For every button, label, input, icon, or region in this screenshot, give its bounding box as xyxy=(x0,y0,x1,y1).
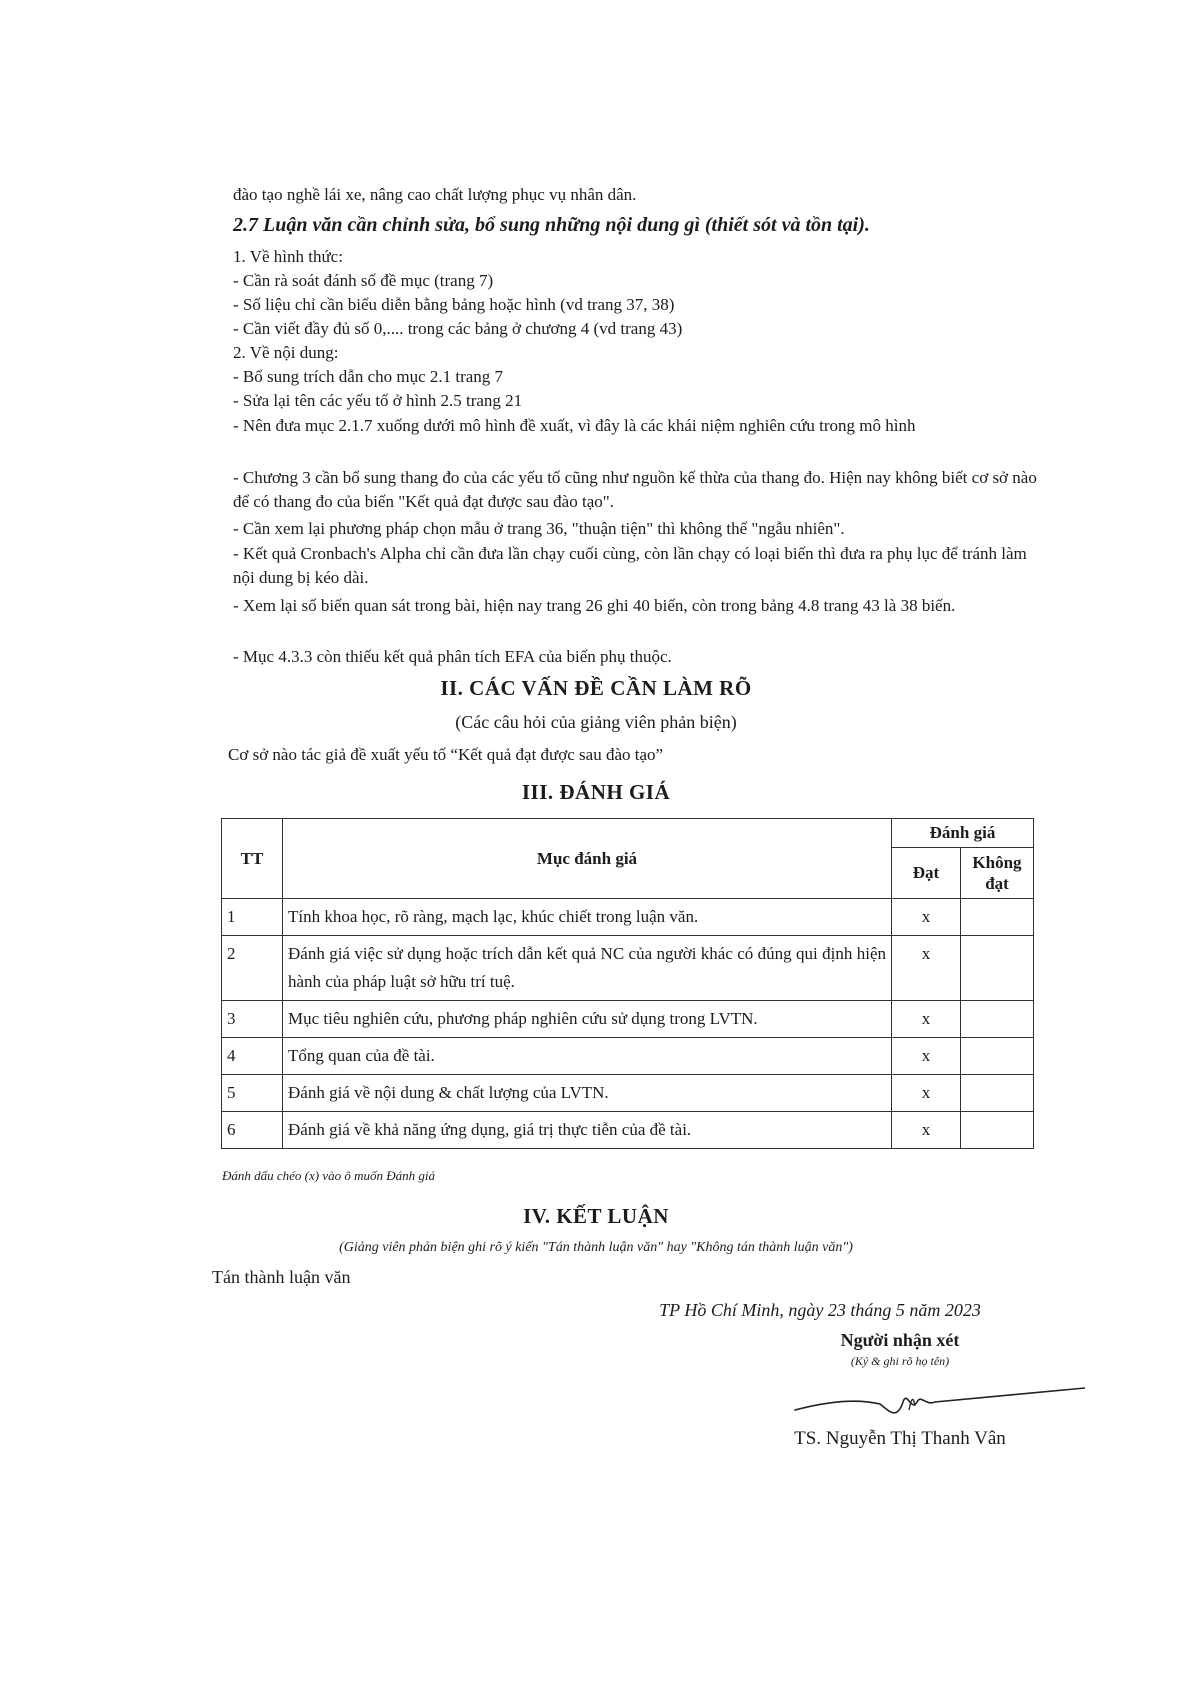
form-title: 1. Về hình thức: xyxy=(233,247,343,266)
row-pass-mark[interactable]: x xyxy=(892,936,961,1001)
table-note: Đánh dấu chéo (x) vào ô muốn Đánh giá xyxy=(222,1168,436,1183)
header-item: Mục đánh giá xyxy=(283,819,892,899)
row-number: 4 xyxy=(222,1038,283,1075)
header-fail: Không đạt xyxy=(961,848,1034,899)
table-row xyxy=(222,899,1034,936)
content-item: - Cần xem lại phương pháp chọn mẫu ở trang 36, "thuận tiện" thì không thể "ngẫu nhiên". xyxy=(233,519,845,538)
content-item: - Mục 4.3.3 còn thiếu kết quả phân tích EFA của biến phụ thuộc. xyxy=(233,647,672,666)
evaluation-table xyxy=(221,818,1034,1149)
place-date: TP Hồ Chí Minh, ngày 23 tháng 5 năm 2023 xyxy=(659,1300,981,1320)
row-number: 5 xyxy=(222,1075,283,1112)
header-pass: Đạt xyxy=(892,848,961,899)
table-row xyxy=(222,936,1034,1001)
section-iii-title: III. ĐÁNH GIÁ xyxy=(521,780,671,804)
reviewer-role-note: (Ký & ghi rõ họ tên) xyxy=(850,1354,950,1368)
section-ii-question: Cơ sở nào tác giả đề xuất yếu tố “Kết quả đạt được sau đào tạo” xyxy=(228,745,664,764)
content-item: - Nên đưa mục 2.1.7 xuống dưới mô hình đề xuất, vì đây là các khái niệm nghiên cứu trong mô hình xyxy=(233,416,916,435)
row-fail-mark[interactable] xyxy=(961,1038,1034,1075)
row-fail-mark[interactable] xyxy=(961,899,1034,936)
content-item: - Kết quả Cronbach's Alpha chỉ cần đưa lần chạy cuối cùng, còn lần chạy có loại biến thì đưa ra phụ lục để tránh làm nội dung bị kéo dài. xyxy=(233,544,1027,587)
row-item: Đánh giá về nội dung & chất lượng của LVTN. xyxy=(283,1075,892,1112)
content-item: - Bổ sung trích dẫn cho mục 2.1 trang 7 xyxy=(233,367,504,386)
row-fail-mark[interactable] xyxy=(961,1112,1034,1149)
table-header-row xyxy=(222,819,1034,848)
row-fail-mark[interactable] xyxy=(961,1075,1034,1112)
section-ii-title: II. CÁC VẤN ĐỀ CẦN LÀM RÕ xyxy=(440,676,752,700)
content-item: - Sửa lại tên các yếu tố ở hình 2.5 trang 21 xyxy=(233,391,523,410)
row-pass-mark[interactable]: x xyxy=(892,1001,961,1038)
section-iv-title: IV. KẾT LUẬN xyxy=(523,1204,669,1228)
table-row xyxy=(222,1112,1034,1149)
row-pass-mark[interactable]: x xyxy=(892,899,961,936)
conclusion-text: Tán thành luận văn xyxy=(212,1267,351,1287)
signature-image xyxy=(785,1372,1085,1432)
table-row xyxy=(222,1001,1034,1038)
reviewer-role: Người nhận xét xyxy=(840,1330,960,1350)
section-iv-instruction: (Giảng viên phản biện ghi rõ ý kiến "Tán thành luận văn" hay "Không tán thành luận văn") xyxy=(339,1240,853,1255)
section-2-7-heading: 2.7 Luận văn cần chỉnh sửa, bổ sung những nội dung gì (thiết sót và tồn tại). xyxy=(233,214,870,236)
content-title: 2. Về nội dung: xyxy=(233,343,339,362)
row-item: Đánh giá về khả năng ứng dụng, giá trị thực tiễn của đề tài. xyxy=(283,1112,892,1149)
row-item: Mục tiêu nghiên cứu, phương pháp nghiên cứu sử dụng trong LVTN. xyxy=(283,1001,892,1038)
row-item: Đánh giá việc sử dụng hoặc trích dẫn kết quả NC của người khác có đúng qui định hiện hành của pháp luật sở hữu trí tuệ. xyxy=(283,936,892,1001)
row-number: 3 xyxy=(222,1001,283,1038)
table-row xyxy=(222,1075,1034,1112)
content-item: - Xem lại số biến quan sát trong bài, hiện nay trang 26 ghi 40 biến, còn trong bảng 4.8 trang 43 là 38 biến. xyxy=(233,596,956,615)
row-number: 2 xyxy=(222,936,283,1001)
content-item: - Chương 3 cần bổ sung thang đo của các yếu tố cũng như nguồn kế thừa của thang đo. Hiện nay không biết cơ sở nào để có thang đo của biến "Kết quả đạt được sau đào tạo". xyxy=(233,468,1037,511)
form-item: - Cần rà soát đánh số đề mục (trang 7) xyxy=(233,271,494,290)
row-fail-mark[interactable] xyxy=(961,1001,1034,1038)
form-item: - Số liệu chỉ cần biểu diễn bằng bảng hoặc hình (vd trang 37, 38) xyxy=(233,295,675,314)
row-pass-mark[interactable]: x xyxy=(892,1112,961,1149)
table-row xyxy=(222,1038,1034,1075)
header-tt: TT xyxy=(222,819,283,899)
row-number: 1 xyxy=(222,899,283,936)
reviewer-name: TS. Nguyễn Thị Thanh Vân xyxy=(794,1428,1006,1449)
header-group: Đánh giá xyxy=(892,819,1034,848)
row-item: Tính khoa học, rõ ràng, mạch lạc, khúc chiết trong luận văn. xyxy=(283,899,892,936)
intro-line: đào tạo nghề lái xe, nâng cao chất lượng phục vụ nhân dân. xyxy=(233,185,637,204)
section-ii-subtitle: (Các câu hỏi của giảng viên phản biện) xyxy=(455,712,737,732)
row-pass-mark[interactable]: x xyxy=(892,1038,961,1075)
form-item: - Cần viết đầy đủ số 0,.... trong các bảng ở chương 4 (vd trang 43) xyxy=(233,319,683,338)
row-number: 6 xyxy=(222,1112,283,1149)
row-item: Tổng quan của đề tài. xyxy=(283,1038,892,1075)
row-fail-mark[interactable] xyxy=(961,936,1034,1001)
row-pass-mark[interactable]: x xyxy=(892,1075,961,1112)
